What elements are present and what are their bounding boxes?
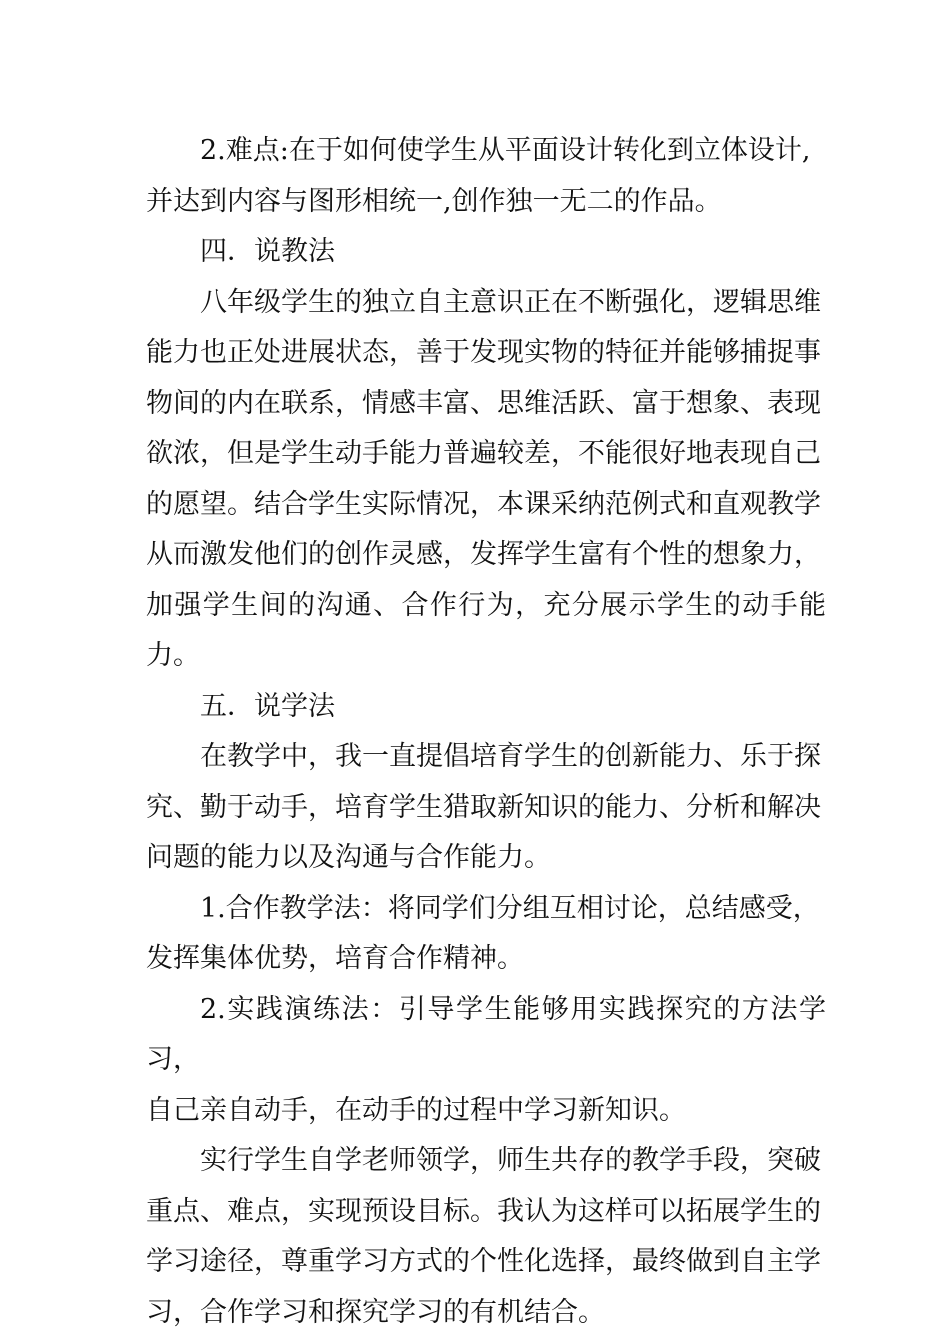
document-page — [146, 126, 826, 1338]
paragraph-student-analysis — [146, 278, 826, 682]
text-line: 自己亲自动手，在动手的过程中学习新知识。 — [146, 1094, 686, 1126]
paragraph-cooperative-method — [146, 884, 826, 985]
paragraph-difficulty — [146, 126, 826, 227]
text-line: 1.合作教学法：将同学们分组互相讨论，总结感受， — [200, 892, 820, 924]
paragraph-learning-intro — [146, 732, 826, 884]
text-line: 问题的能力以及沟通与合作能力。 — [146, 842, 551, 873]
text-line: 重点、难点，实现预设目标。我认为这样可以拓展学生的 — [146, 1195, 821, 1227]
text-line: 的愿望。结合学生实际情况，本课采纳范例式和直观教学 — [146, 488, 821, 520]
text-line: 发挥集体优势，培育合作精神。 — [146, 943, 524, 974]
text-line: 物间的内在联系，情感丰富、思维活跃、富于想象、表现 — [146, 387, 821, 419]
text-line: 从而激发他们的创作灵感，发挥学生富有个性的想象力， — [146, 539, 821, 570]
text-line: 学习途径，尊重学习方式的个性化选择，最终做到自主学 — [146, 1246, 821, 1277]
paragraph-practice-method — [146, 985, 826, 1137]
heading-text: 四．说教法 — [200, 236, 335, 267]
text-line: 在教学中，我一直提倡培育学生的创新能力、乐于探 — [200, 741, 821, 772]
text-line: 习，合作学习和探究学习的有机结合。 — [146, 1296, 605, 1328]
text-line: 欲浓，但是学生动手能力普遍较差，不能很好地表现自己 — [146, 438, 821, 469]
text-line: 八年级学生的独立自主意识正在不断强化，逻辑思维 — [200, 286, 821, 318]
heading-text: 五．说学法 — [200, 690, 335, 722]
text-line: 并达到内容与图形相统一,创作独一无二的作品。 — [146, 185, 722, 217]
text-line: 加强学生间的沟通、合作行为，充分展示学生的动手能力。 — [146, 589, 826, 671]
text-line: 2.难点:在于如何使学生从平面设计转化到立体设计, — [200, 135, 811, 166]
text-line: 能力也正处进展状态，善于发现实物的特征并能够捕捉事 — [146, 337, 821, 368]
section-heading-learning-method — [146, 682, 826, 733]
text-line: 究、勤于动手，培育学生猎取新知识的能力、分析和解决 — [146, 791, 821, 823]
paragraph-summary — [146, 1136, 826, 1338]
text-line: 实行学生自学老师领学，师生共存的教学手段，突破 — [200, 1145, 821, 1176]
text-line: 2.实践演练法：引导学生能够用实践探究的方法学习， — [146, 993, 826, 1075]
section-heading-teaching-method — [146, 227, 826, 278]
